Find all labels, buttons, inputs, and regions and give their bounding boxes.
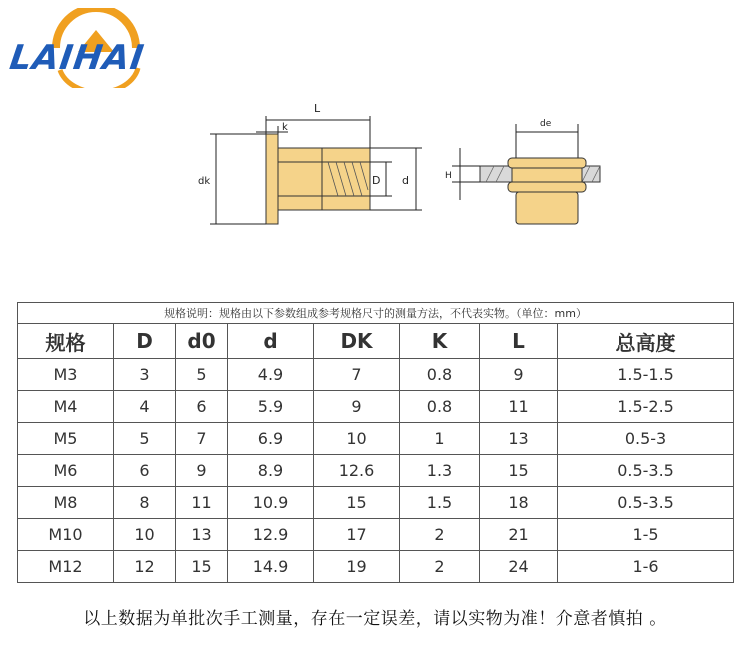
table-cell: 1.3 <box>400 455 480 487</box>
table-cell: 11 <box>176 487 228 519</box>
table-cell: 1-5 <box>558 519 734 551</box>
header-L: L <box>480 324 558 359</box>
table-row <box>18 455 734 487</box>
table-cell: 10.9 <box>228 487 314 519</box>
brand-logo <box>8 8 186 88</box>
table-cell: 8.9 <box>228 455 314 487</box>
table-cell: 5 <box>176 359 228 391</box>
header-total-height: 总高度 <box>558 324 734 359</box>
table-cell: M5 <box>18 423 114 455</box>
rivet-nut-drawing <box>190 96 620 246</box>
table-cell: 8 <box>114 487 176 519</box>
table-cell: 1 <box>400 423 480 455</box>
table-note-row <box>18 303 734 324</box>
table-cell: 13 <box>480 423 558 455</box>
table-row <box>18 551 734 583</box>
table-cell: M6 <box>18 455 114 487</box>
table-cell: 14.9 <box>228 551 314 583</box>
table-cell: 1.5-2.5 <box>558 391 734 423</box>
table-cell: 6.9 <box>228 423 314 455</box>
table-cell: 1.5-1.5 <box>558 359 734 391</box>
table-cell: 6 <box>176 391 228 423</box>
side-view <box>266 134 370 224</box>
table-cell: 0.5-3.5 <box>558 487 734 519</box>
table-cell: 0.8 <box>400 391 480 423</box>
dim-label-dk: dk <box>198 176 211 187</box>
table-cell: 2 <box>400 519 480 551</box>
table-cell: 1-6 <box>558 551 734 583</box>
spec-table <box>17 302 734 583</box>
table-cell: 3 <box>114 359 176 391</box>
table-row <box>18 359 734 391</box>
table-cell: 9 <box>314 391 400 423</box>
logo-text: LAIHAI <box>7 38 147 78</box>
table-cell: 17 <box>314 519 400 551</box>
dim-label-D: D <box>372 174 381 187</box>
table-cell: 0.5-3 <box>558 423 734 455</box>
dim-label-k: k <box>282 122 288 133</box>
header-d: d <box>228 324 314 359</box>
table-cell: 5 <box>114 423 176 455</box>
header-spec: 规格 <box>18 324 114 359</box>
table-note: 规格说明：规格由以下参数组成参考规格尺寸的测量方法，不代表实物。（单位：mm） <box>18 303 734 324</box>
table-cell: 4 <box>114 391 176 423</box>
dim-label-d: d <box>402 174 409 187</box>
header-d0: d0 <box>176 324 228 359</box>
table-cell: 13 <box>176 519 228 551</box>
table-cell: 12.6 <box>314 455 400 487</box>
installed-view <box>480 158 600 224</box>
table-cell: 18 <box>480 487 558 519</box>
table-cell: 4.9 <box>228 359 314 391</box>
table-row <box>18 487 734 519</box>
table-cell: 7 <box>176 423 228 455</box>
table-cell: 6 <box>114 455 176 487</box>
table-cell: 2 <box>400 551 480 583</box>
dim-label-H: H <box>445 171 452 181</box>
table-header-row <box>18 324 734 359</box>
header-K: K <box>400 324 480 359</box>
dim-label-L: L <box>314 102 321 115</box>
table-cell: M3 <box>18 359 114 391</box>
table-row <box>18 519 734 551</box>
header-DK: DK <box>314 324 400 359</box>
dim-label-de: de <box>540 119 552 129</box>
table-cell: 7 <box>314 359 400 391</box>
table-cell: 1.5 <box>400 487 480 519</box>
table-cell: 15 <box>480 455 558 487</box>
table-cell: 0.8 <box>400 359 480 391</box>
table-cell: 11 <box>480 391 558 423</box>
table-cell: 10 <box>314 423 400 455</box>
table-cell: 24 <box>480 551 558 583</box>
table-cell: M8 <box>18 487 114 519</box>
table-cell: 19 <box>314 551 400 583</box>
table-cell: 12 <box>114 551 176 583</box>
table-cell: 9 <box>176 455 228 487</box>
table-row <box>18 423 734 455</box>
table-cell: 0.5-3.5 <box>558 455 734 487</box>
table-cell: 21 <box>480 519 558 551</box>
footer-note: 以上数据为单批次手工测量，存在一定误差，请以实物为准！介意者慎拍 。 <box>83 609 667 629</box>
table-cell: M10 <box>18 519 114 551</box>
table-cell: M4 <box>18 391 114 423</box>
table-row <box>18 391 734 423</box>
table-cell: 15 <box>176 551 228 583</box>
table-cell: M12 <box>18 551 114 583</box>
table-cell: 15 <box>314 487 400 519</box>
table-cell: 10 <box>114 519 176 551</box>
table-cell: 12.9 <box>228 519 314 551</box>
header-D: D <box>114 324 176 359</box>
table-cell: 5.9 <box>228 391 314 423</box>
table-cell: 9 <box>480 359 558 391</box>
